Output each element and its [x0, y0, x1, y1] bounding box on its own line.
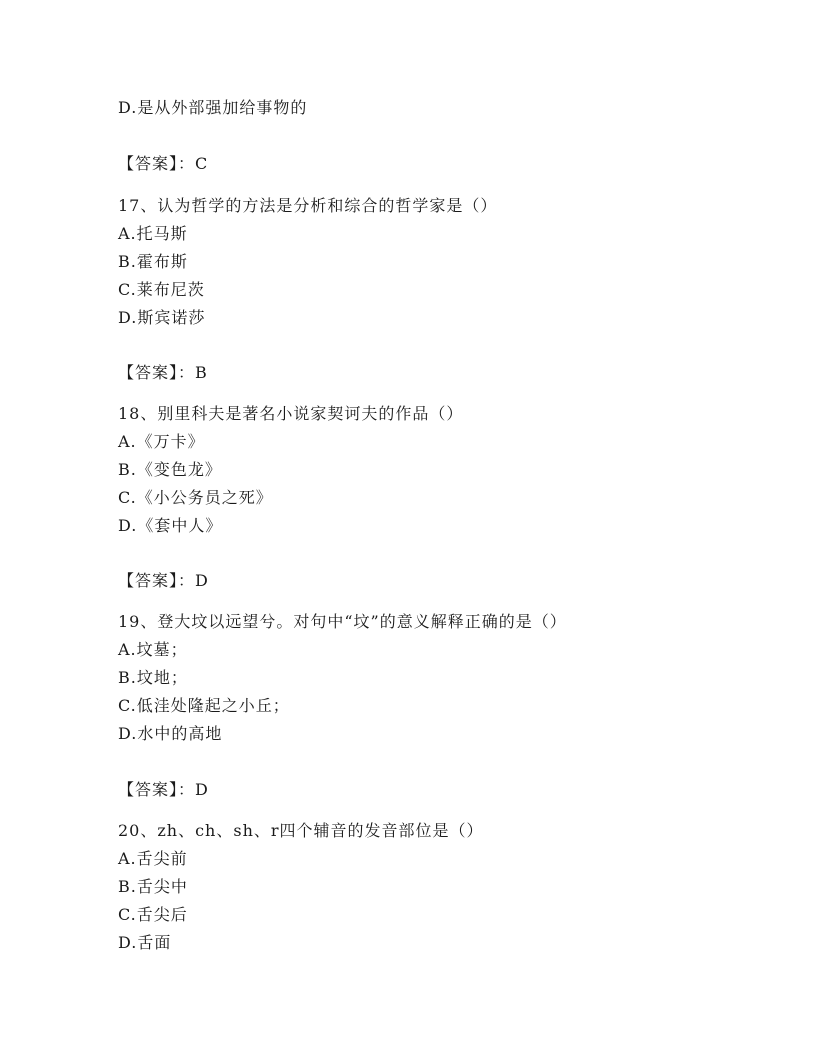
q17-option-c: C.莱布尼茨 [118, 280, 205, 299]
q18-stem: 18、别里科夫是著名小说家契诃夫的作品（） [118, 404, 464, 423]
q20-option-b: B.舌尖中 [118, 877, 188, 896]
q20-option-c: C.舌尖后 [118, 905, 188, 924]
q17-option-d: D.斯宾诺莎 [118, 308, 206, 327]
q18-option-c: C.《小公务员之死》 [118, 488, 273, 507]
q19-option-c: C.低洼处隆起之小丘； [118, 696, 290, 715]
q19-stem: 19、登大坟以远望兮。对句中“坟”的意义解释正确的是（） [118, 612, 567, 631]
q19-answer: 【答案】：D [118, 780, 209, 799]
q17-option-b: B.霍布斯 [118, 252, 188, 271]
q16-answer: 【答案】：C [118, 154, 209, 173]
q20-option-d: D.舌面 [118, 933, 172, 952]
q16-option-d: D.是从外部强加给事物的 [118, 98, 308, 117]
q19-option-d: D.水中的高地 [118, 724, 223, 743]
q17-answer: 【答案】：B [118, 363, 208, 382]
q18-option-b: B.《变色龙》 [118, 460, 222, 479]
q17-option-a: A.托马斯 [118, 224, 188, 243]
q17-stem: 17、认为哲学的方法是分析和综合的哲学家是（） [118, 196, 498, 215]
q19-option-b: B.坟地； [118, 668, 188, 687]
q19-option-a: A.坟墓； [118, 640, 188, 659]
q18-option-a: A.《万卡》 [118, 432, 205, 451]
q18-option-d: D.《套中人》 [118, 516, 223, 535]
q20-option-a: A.舌尖前 [118, 849, 188, 868]
q18-answer: 【答案】：D [118, 571, 209, 590]
q20-stem: 20、zh、ch、sh、r四个辅音的发音部位是（） [118, 821, 484, 840]
